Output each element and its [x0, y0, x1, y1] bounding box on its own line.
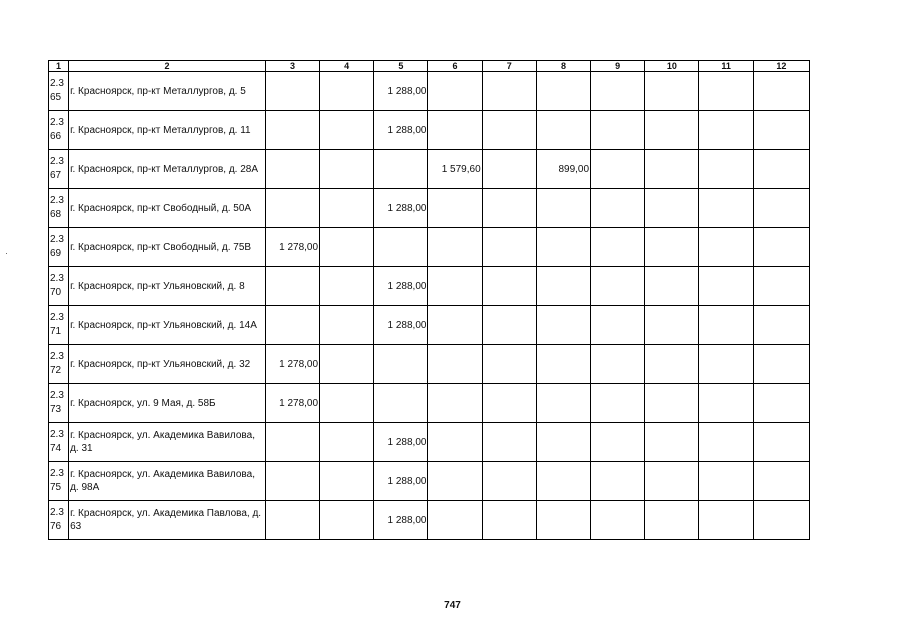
value-cell-12	[753, 150, 809, 189]
value-cell-12	[753, 306, 809, 345]
value-cell-3: 1 278,00	[265, 384, 319, 423]
table-row	[49, 306, 810, 345]
value-cell-8	[536, 345, 590, 384]
table-row	[49, 384, 810, 423]
address-cell: г. Красноярск, пр-кт Ульяновский, д. 14А	[69, 306, 266, 345]
value-cell-7	[482, 423, 536, 462]
row-number-cell: 2.3 75	[49, 462, 69, 501]
value-cell-12	[753, 384, 809, 423]
value-cell-5	[374, 345, 428, 384]
header-col-8: 8	[536, 61, 590, 72]
table-row	[49, 501, 810, 540]
header-col-3: 3	[265, 61, 319, 72]
value-cell-11	[699, 345, 753, 384]
value-cell-4	[320, 306, 374, 345]
value-cell-3	[265, 462, 319, 501]
value-cell-6	[428, 462, 482, 501]
value-cell-4	[320, 72, 374, 111]
value-cell-9	[591, 228, 645, 267]
value-cell-3: 1 278,00	[265, 345, 319, 384]
value-cell-3	[265, 306, 319, 345]
header-col-9: 9	[591, 61, 645, 72]
address-cell: г. Красноярск, пр-кт Металлургов, д. 5	[69, 72, 266, 111]
address-cell: г. Красноярск, пр-кт Свободный, д. 75В	[69, 228, 266, 267]
value-cell-12	[753, 111, 809, 150]
value-cell-6	[428, 501, 482, 540]
value-cell-12	[753, 345, 809, 384]
table-row	[49, 111, 810, 150]
value-cell-6	[428, 189, 482, 228]
value-cell-5	[374, 228, 428, 267]
row-number-cell: 2.3 68	[49, 189, 69, 228]
table-row	[49, 423, 810, 462]
table-row	[49, 345, 810, 384]
value-cell-6	[428, 267, 482, 306]
value-cell-6: 1 579,60	[428, 150, 482, 189]
row-number-cell: 2.3 70	[49, 267, 69, 306]
value-cell-3	[265, 150, 319, 189]
value-cell-5	[374, 384, 428, 423]
row-number-cell: 2.3 69	[49, 228, 69, 267]
value-cell-4	[320, 267, 374, 306]
value-cell-8	[536, 462, 590, 501]
value-cell-9	[591, 267, 645, 306]
margin-mark: ·	[5, 248, 8, 258]
row-number-cell: 2.3 76	[49, 501, 69, 540]
address-cell: г. Красноярск, ул. Академика Вавилова, д. 31	[69, 423, 266, 462]
value-cell-12	[753, 72, 809, 111]
value-cell-8	[536, 306, 590, 345]
header-col-5: 5	[374, 61, 428, 72]
value-cell-7	[482, 267, 536, 306]
value-cell-11	[699, 423, 753, 462]
value-cell-3	[265, 111, 319, 150]
value-cell-4	[320, 384, 374, 423]
value-cell-9	[591, 306, 645, 345]
value-cell-9	[591, 384, 645, 423]
value-cell-7	[482, 111, 536, 150]
value-cell-5: 1 288,00	[374, 462, 428, 501]
value-cell-9	[591, 189, 645, 228]
value-cell-9	[591, 423, 645, 462]
table-row	[49, 189, 810, 228]
value-cell-8: 899,00	[536, 150, 590, 189]
value-cell-9	[591, 345, 645, 384]
address-cell: г. Красноярск, пр-кт Свободный, д. 50А	[69, 189, 266, 228]
value-cell-6	[428, 384, 482, 423]
value-cell-11	[699, 306, 753, 345]
value-cell-10	[645, 462, 699, 501]
row-number-cell: 2.3 66	[49, 111, 69, 150]
value-cell-11	[699, 150, 753, 189]
value-cell-10	[645, 267, 699, 306]
row-number-cell: 2.3 71	[49, 306, 69, 345]
table-row	[49, 267, 810, 306]
value-cell-4	[320, 150, 374, 189]
value-cell-10	[645, 423, 699, 462]
value-cell-11	[699, 267, 753, 306]
value-cell-11	[699, 111, 753, 150]
value-cell-10	[645, 345, 699, 384]
value-cell-8	[536, 189, 590, 228]
value-cell-3	[265, 501, 319, 540]
value-cell-5	[374, 150, 428, 189]
value-cell-3	[265, 423, 319, 462]
value-cell-8	[536, 267, 590, 306]
row-number-cell: 2.3 67	[49, 150, 69, 189]
value-cell-12	[753, 189, 809, 228]
value-cell-12	[753, 267, 809, 306]
value-cell-11	[699, 384, 753, 423]
address-cell: г. Красноярск, пр-кт Ульяновский, д. 8	[69, 267, 266, 306]
header-col-1: 1	[49, 61, 69, 72]
row-number-cell: 2.3 65	[49, 72, 69, 111]
value-cell-5: 1 288,00	[374, 267, 428, 306]
header-col-12: 12	[753, 61, 809, 72]
header-col-10: 10	[645, 61, 699, 72]
value-cell-4	[320, 111, 374, 150]
value-cell-10	[645, 384, 699, 423]
value-cell-6	[428, 423, 482, 462]
header-row	[49, 61, 810, 72]
value-cell-7	[482, 345, 536, 384]
value-cell-10	[645, 228, 699, 267]
value-cell-6	[428, 306, 482, 345]
header-col-11: 11	[699, 61, 753, 72]
table-row	[49, 462, 810, 501]
value-cell-7	[482, 150, 536, 189]
address-cell: г. Красноярск, ул. 9 Мая, д. 58Б	[69, 384, 266, 423]
table-row	[49, 72, 810, 111]
value-cell-6	[428, 72, 482, 111]
value-cell-7	[482, 462, 536, 501]
value-cell-11	[699, 72, 753, 111]
value-cell-5: 1 288,00	[374, 72, 428, 111]
value-cell-7	[482, 501, 536, 540]
value-cell-10	[645, 189, 699, 228]
row-number-cell: 2.3 73	[49, 384, 69, 423]
header-col-4: 4	[320, 61, 374, 72]
value-cell-3	[265, 72, 319, 111]
value-cell-8	[536, 423, 590, 462]
value-cell-10	[645, 501, 699, 540]
value-cell-7	[482, 228, 536, 267]
value-cell-7	[482, 72, 536, 111]
row-number-cell: 2.3 74	[49, 423, 69, 462]
address-cell: г. Красноярск, ул. Академика Павлова, д. 63	[69, 501, 266, 540]
value-cell-10	[645, 111, 699, 150]
table-body	[49, 72, 810, 540]
header-col-6: 6	[428, 61, 482, 72]
value-cell-8	[536, 501, 590, 540]
value-cell-4	[320, 345, 374, 384]
value-cell-7	[482, 384, 536, 423]
value-cell-8	[536, 384, 590, 423]
value-cell-4	[320, 189, 374, 228]
value-cell-8	[536, 72, 590, 111]
value-cell-4	[320, 423, 374, 462]
value-cell-9	[591, 501, 645, 540]
address-cell: г. Красноярск, пр-кт Металлургов, д. 11	[69, 111, 266, 150]
value-cell-9	[591, 462, 645, 501]
value-cell-4	[320, 462, 374, 501]
value-cell-10	[645, 306, 699, 345]
row-number-cell: 2.3 72	[49, 345, 69, 384]
value-cell-5: 1 288,00	[374, 189, 428, 228]
value-cell-5: 1 288,00	[374, 423, 428, 462]
value-cell-12	[753, 228, 809, 267]
value-cell-4	[320, 501, 374, 540]
header-col-2: 2	[69, 61, 266, 72]
value-cell-11	[699, 189, 753, 228]
value-cell-12	[753, 501, 809, 540]
value-cell-9	[591, 150, 645, 189]
value-cell-10	[645, 150, 699, 189]
table-row	[49, 228, 810, 267]
value-cell-12	[753, 423, 809, 462]
value-cell-5: 1 288,00	[374, 111, 428, 150]
value-cell-6	[428, 345, 482, 384]
value-cell-11	[699, 501, 753, 540]
value-cell-8	[536, 111, 590, 150]
value-cell-7	[482, 306, 536, 345]
value-cell-4	[320, 228, 374, 267]
value-cell-9	[591, 72, 645, 111]
value-cell-8	[536, 228, 590, 267]
header-col-7: 7	[482, 61, 536, 72]
value-cell-9	[591, 111, 645, 150]
value-cell-11	[699, 228, 753, 267]
value-cell-5: 1 288,00	[374, 501, 428, 540]
page-number: 747	[444, 600, 461, 611]
value-cell-3	[265, 267, 319, 306]
table-row	[49, 150, 810, 189]
value-cell-3: 1 278,00	[265, 228, 319, 267]
address-cell: г. Красноярск, ул. Академика Вавилова, д. 98А	[69, 462, 266, 501]
value-cell-7	[482, 189, 536, 228]
value-cell-10	[645, 72, 699, 111]
value-cell-5: 1 288,00	[374, 306, 428, 345]
address-price-table	[48, 60, 810, 540]
value-cell-6	[428, 111, 482, 150]
value-cell-12	[753, 462, 809, 501]
value-cell-11	[699, 462, 753, 501]
address-cell: г. Красноярск, пр-кт Ульяновский, д. 32	[69, 345, 266, 384]
value-cell-6	[428, 228, 482, 267]
value-cell-3	[265, 189, 319, 228]
address-cell: г. Красноярск, пр-кт Металлургов, д. 28А	[69, 150, 266, 189]
